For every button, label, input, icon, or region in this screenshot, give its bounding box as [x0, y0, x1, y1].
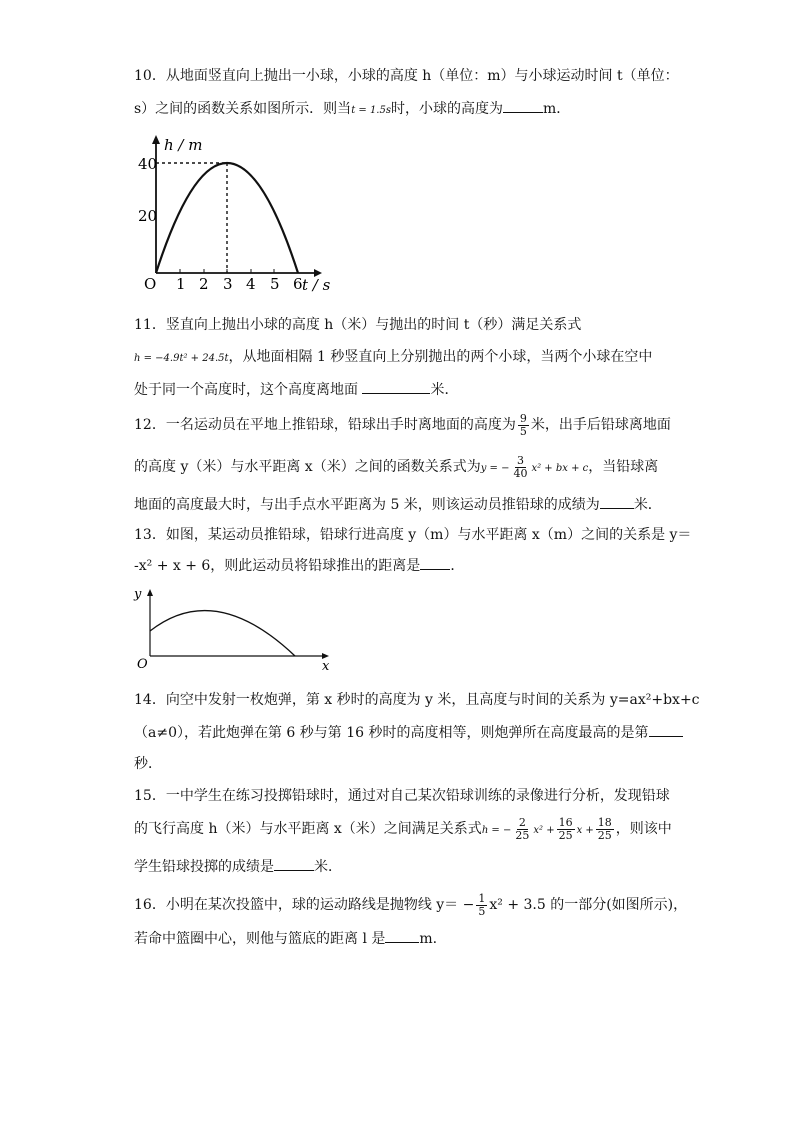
- q14-answer-blank[interactable]: [649, 722, 683, 737]
- q10-line-2: [134, 98, 570, 121]
- q10-line-1: 10．从地面竖直向上抛出一小球，小球的高度 h（单位：m）与小球运动时间 t（单位：: [134, 68, 679, 84]
- q12-line-3: [134, 494, 662, 515]
- q10-answer-blank[interactable]: [503, 98, 543, 113]
- q10-text-a: s）之间的函数关系如图所示．则当: [134, 101, 352, 117]
- q11-line-2: [134, 347, 652, 369]
- q15-frac2-num: 16: [558, 815, 573, 829]
- q10-time-value: t = 1.5s: [351, 105, 391, 116]
- q13-origin-label: O: [137, 657, 148, 672]
- q16-fraction-1-5: [476, 893, 487, 918]
- q16-line-2: [134, 928, 437, 949]
- q15-text-2b: ，则该中: [615, 821, 672, 837]
- q10-x-axis-label: t / s: [302, 276, 331, 294]
- q10-y-tick-40: 40: [138, 155, 158, 173]
- q16-frac-num: 1: [478, 891, 486, 905]
- q15-line-1: 15．一中学生在练习投掷铅球时，通过对自己某次铅球训练的录像进行分析，发现铅球: [134, 788, 670, 804]
- q12-answer-blank[interactable]: [600, 494, 634, 509]
- q12-frac2-den: 40: [513, 466, 528, 480]
- q15-frac2-den: 25: [558, 828, 573, 842]
- q10-text-b: 时，小球的高度为: [390, 101, 503, 117]
- q10-x-tick-1: 1: [176, 275, 186, 293]
- q15-frac3-num: 18: [597, 815, 612, 829]
- q12-line-1: [134, 410, 671, 440]
- q16-text-2a: 若命中篮圈中心，则他与篮底的距离 l 是: [134, 931, 386, 947]
- q10-x-tick-5: 5: [270, 275, 280, 293]
- q12-text-2b: ，当铅球离: [588, 459, 659, 475]
- q14-line-2: [134, 722, 683, 743]
- q10-x-tick-6: 6: [293, 275, 303, 293]
- q11-line-1: 11．竖直向上抛出小球的高度 h（米）与抛出的时间 t（秒）满足关系式: [134, 317, 582, 333]
- q13-x-axis-label: x: [322, 659, 330, 674]
- q12-frac1-num: 9: [519, 411, 527, 425]
- q15-frac1-num: 2: [518, 815, 526, 829]
- q11-text-2: ，从地面相隔 1 秒竖直向上分别抛出的两个小球，当两个小球在空中: [228, 349, 653, 365]
- q13-y-arrow: [147, 589, 153, 596]
- q16-frac-den: 5: [478, 904, 486, 918]
- q12-text-3b: 米．: [633, 497, 662, 513]
- q13-text-2b: ．: [450, 558, 465, 574]
- q16-answer-blank[interactable]: [385, 928, 419, 943]
- q12-text-3a: 地面的高度最大时，与出手点水平距离为 5 米，则该运动员推铅球的成绩为: [134, 497, 600, 513]
- q10-y-arrow: [152, 135, 160, 144]
- q10-x-tick-3: 3: [223, 275, 233, 293]
- q15-formula-part2: x² +: [533, 825, 555, 836]
- q10-y-tick-20: 20: [138, 207, 158, 225]
- q15-line-3: [134, 856, 342, 877]
- q14-line-3: 秒．: [134, 756, 162, 772]
- q16-line-1: [134, 890, 687, 920]
- q12-frac2-num: 3: [516, 453, 524, 467]
- q11-line-3: [134, 379, 458, 400]
- q12-frac1-den: 5: [519, 424, 527, 438]
- q12-fraction-9-5: [518, 413, 529, 438]
- q15-fraction-16-25: [557, 817, 575, 842]
- q13-line-2: [134, 555, 464, 576]
- q12-text-2a: 的高度 y（米）与水平距离 x（米）之间的函数关系式为: [134, 459, 481, 475]
- q15-text-3a: 学生铅球投掷的成绩是: [134, 859, 274, 875]
- q13-y-axis-label: y: [134, 587, 142, 602]
- q10-origin-label: O: [144, 275, 157, 293]
- q16-text-2b: m.: [419, 931, 438, 947]
- q10-x-tick-2: 2: [199, 275, 209, 293]
- q12-fraction-3-40: [511, 455, 529, 480]
- q15-formula-part1: h = −: [481, 825, 512, 836]
- q12-line-2: [134, 452, 658, 482]
- q15-frac3-den: 25: [597, 828, 612, 842]
- q10-text-c: m．: [542, 101, 571, 117]
- q16-text-1b: x² + 3.5 的一部分(如图所示)，: [489, 897, 688, 913]
- q13-trajectory-curve: [150, 611, 295, 656]
- q15-frac1-den: 25: [515, 828, 530, 842]
- q15-text-3b: 米．: [314, 859, 342, 875]
- q15-fraction-2-25: [513, 817, 531, 842]
- q13-text-2a: -x² + x + 6，则此运动员将铅球推出的距离是: [134, 558, 421, 574]
- q13-answer-blank[interactable]: [420, 555, 450, 570]
- q13-line-1: 13．如图，某运动员推铅球，铅球行进高度 y（m）与水平距离 x（m）之间的关系是 y＝: [134, 527, 692, 543]
- q12-text-1b: 米，出手后铅球离地面: [530, 417, 671, 433]
- q15-line-2: [134, 814, 672, 844]
- q13-graph: [130, 584, 340, 674]
- q12-formula-part1: y = −: [480, 463, 510, 474]
- q15-answer-blank[interactable]: [274, 856, 314, 871]
- q16-text-1a: 16．小明在某次投篮中，球的运动路线是抛物线 y＝ −: [134, 897, 475, 913]
- q10-y-axis-label: h / m: [164, 136, 203, 154]
- q11-formula: h = −4.9t² + 24.5t: [134, 353, 229, 364]
- q15-formula-part3: x +: [576, 825, 594, 836]
- q11-answer-blank[interactable]: [362, 379, 430, 394]
- q10-graph: [136, 130, 336, 298]
- q14-text-2: （a≠0），若此炮弹在第 6 秒与第 16 秒时的高度相等，则炮弹所在高度最高的是第: [134, 725, 649, 741]
- q10-x-tick-4: 4: [246, 275, 256, 293]
- q12-text-1a: 12．一名运动员在平地上推铅球，铅球出手时离地面的高度为: [134, 417, 516, 433]
- q15-text-2a: 的飞行高度 h（米）与水平距离 x（米）之间满足关系式: [134, 821, 482, 837]
- q11-text-3a: 处于同一个高度时，这个高度离地面: [134, 382, 358, 398]
- q12-formula-part2: x² + bx + c: [531, 463, 589, 474]
- q11-text-3b: 米．: [430, 382, 459, 398]
- q15-fraction-18-25: [596, 817, 614, 842]
- q14-line-1: 14．向空中发射一枚炮弹，第 x 秒时的高度为 y 米，且高度与时间的关系为 y=ax²+bx+c: [134, 692, 700, 708]
